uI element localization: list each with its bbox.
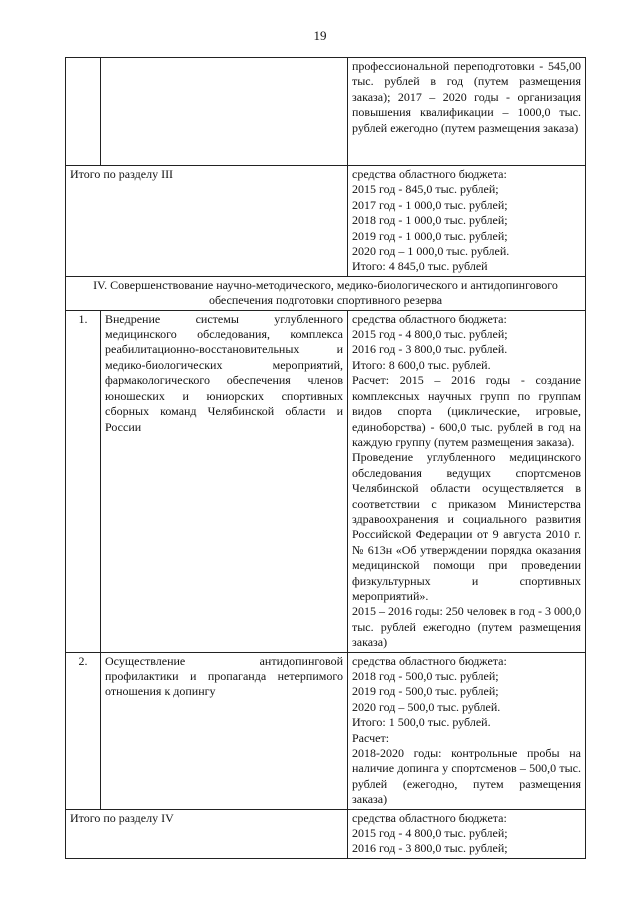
funding-line: Итого: 4 845,0 тыс. рублей [352, 259, 488, 274]
table-row-total-section-4 [66, 809, 586, 858]
total-label: Итого по разделу III [66, 166, 348, 277]
funding-line: 2015 год - 4 800,0 тыс. рублей; [352, 327, 508, 342]
funding-people-note: 2015 – 2016 годы: 250 человек в год - 3 000,0 тыс. рублей ежегодно (путем размещения заказа) [352, 604, 581, 650]
cell-funding [348, 166, 586, 277]
funding-line: Итого: 1 500,0 тыс. рублей. [352, 715, 491, 730]
funding-calculation: 2018-2020 годы: контрольные пробы на наличие допинга у спортсменов – 500,0 тыс. рублей (ежегодно, путем размещения заказа) [352, 746, 581, 807]
funding-line: 2019 год - 500,0 тыс. рублей; [352, 684, 499, 699]
cell-number [66, 58, 101, 166]
item-name: Внедрение системы углубленного медицинского обследования, комплекса реабилитационно-восстановительных и медико-биологических мероприятий, фармакологического обеспечения членов юношеских и юниорских спортивных сборных команд Челябинской области и России [101, 310, 348, 652]
funding-line: 2020 год – 1 000,0 тыс. рублей. [352, 244, 510, 259]
funding-line: 2017 год - 1 000,0 тыс. рублей; [352, 197, 508, 212]
cell-funding [348, 310, 586, 652]
item-number: 1. [66, 310, 101, 652]
funding-line: средства областного бюджета: [352, 810, 507, 825]
funding-line: 2015 год - 4 800,0 тыс. рублей; [352, 826, 508, 841]
table-row-total-section-3 [66, 166, 586, 277]
program-table [65, 57, 586, 859]
funding-calculation: Расчет: 2015 – 2016 годы - создание комплексных научных групп по группам видов спорта (циклические, игровые, единоборства) - 600,0 тыс. рублей в год на каждую группу (путем размещения заказа). [352, 373, 581, 449]
funding-line: 2015 год - 845,0 тыс. рублей; [352, 182, 499, 197]
funding-line: Итого: 8 600,0 тыс. рублей. [352, 357, 491, 372]
funding-line: Расчет: [352, 730, 390, 745]
funding-line: 2020 год – 500,0 тыс. рублей. [352, 699, 501, 714]
page-number: 19 [313, 28, 327, 43]
cell-funding [348, 809, 586, 858]
cell-funding-continuation: профессиональной переподготовки - 545,00 тыс. рублей в год (путем размещения заказа); 2017 – 2020 годы - организация повышения квалификации – 1000,0 тыс. рублей ежегодно (путем размещения заказа) [348, 58, 586, 166]
funding-line: 2019 год - 1 000,0 тыс. рублей; [352, 228, 508, 243]
table-row-item-1 [66, 310, 586, 652]
table-row-section-header [66, 276, 586, 310]
cell-name [101, 58, 348, 166]
funding-line: средства областного бюджета: [352, 653, 507, 668]
funding-line: средства областного бюджета: [352, 311, 507, 326]
item-name: Осуществление антидопинговой профилактики и пропаганда нетерпимого отношения к допингу [101, 652, 348, 809]
funding-line: средства областного бюджета: [352, 167, 507, 181]
table-row [66, 58, 586, 166]
table-row-item-2 [66, 652, 586, 809]
funding-line: 2016 год - 3 800,0 тыс. рублей. [352, 342, 508, 357]
total-label: Итого по разделу IV [66, 809, 348, 858]
section-title: IV. Совершенствование научно-методического, медико-биологического и антидопингового обеспечения подготовки спортивного резерва [66, 276, 586, 310]
cell-funding [348, 652, 586, 809]
funding-line: 2018 год - 500,0 тыс. рублей; [352, 669, 499, 683]
funding-line: 2018 год - 1 000,0 тыс. рублей; [352, 213, 508, 228]
funding-line: 2016 год - 3 800,0 тыс. рублей; [352, 841, 508, 856]
item-number: 2. [66, 652, 101, 809]
funding-exam-note: Проведение углубленного медицинского обследования ведущих спортсменов Челябинской области осуществляется в соответствии с приказом Министерства здравоохранения и социального развития Российской Федерации от 9 августа 2010 г. № 613н «Об утверждении порядка оказания медицинской помощи при проведении физкультурных и спортивных мероприятий». [352, 450, 581, 603]
